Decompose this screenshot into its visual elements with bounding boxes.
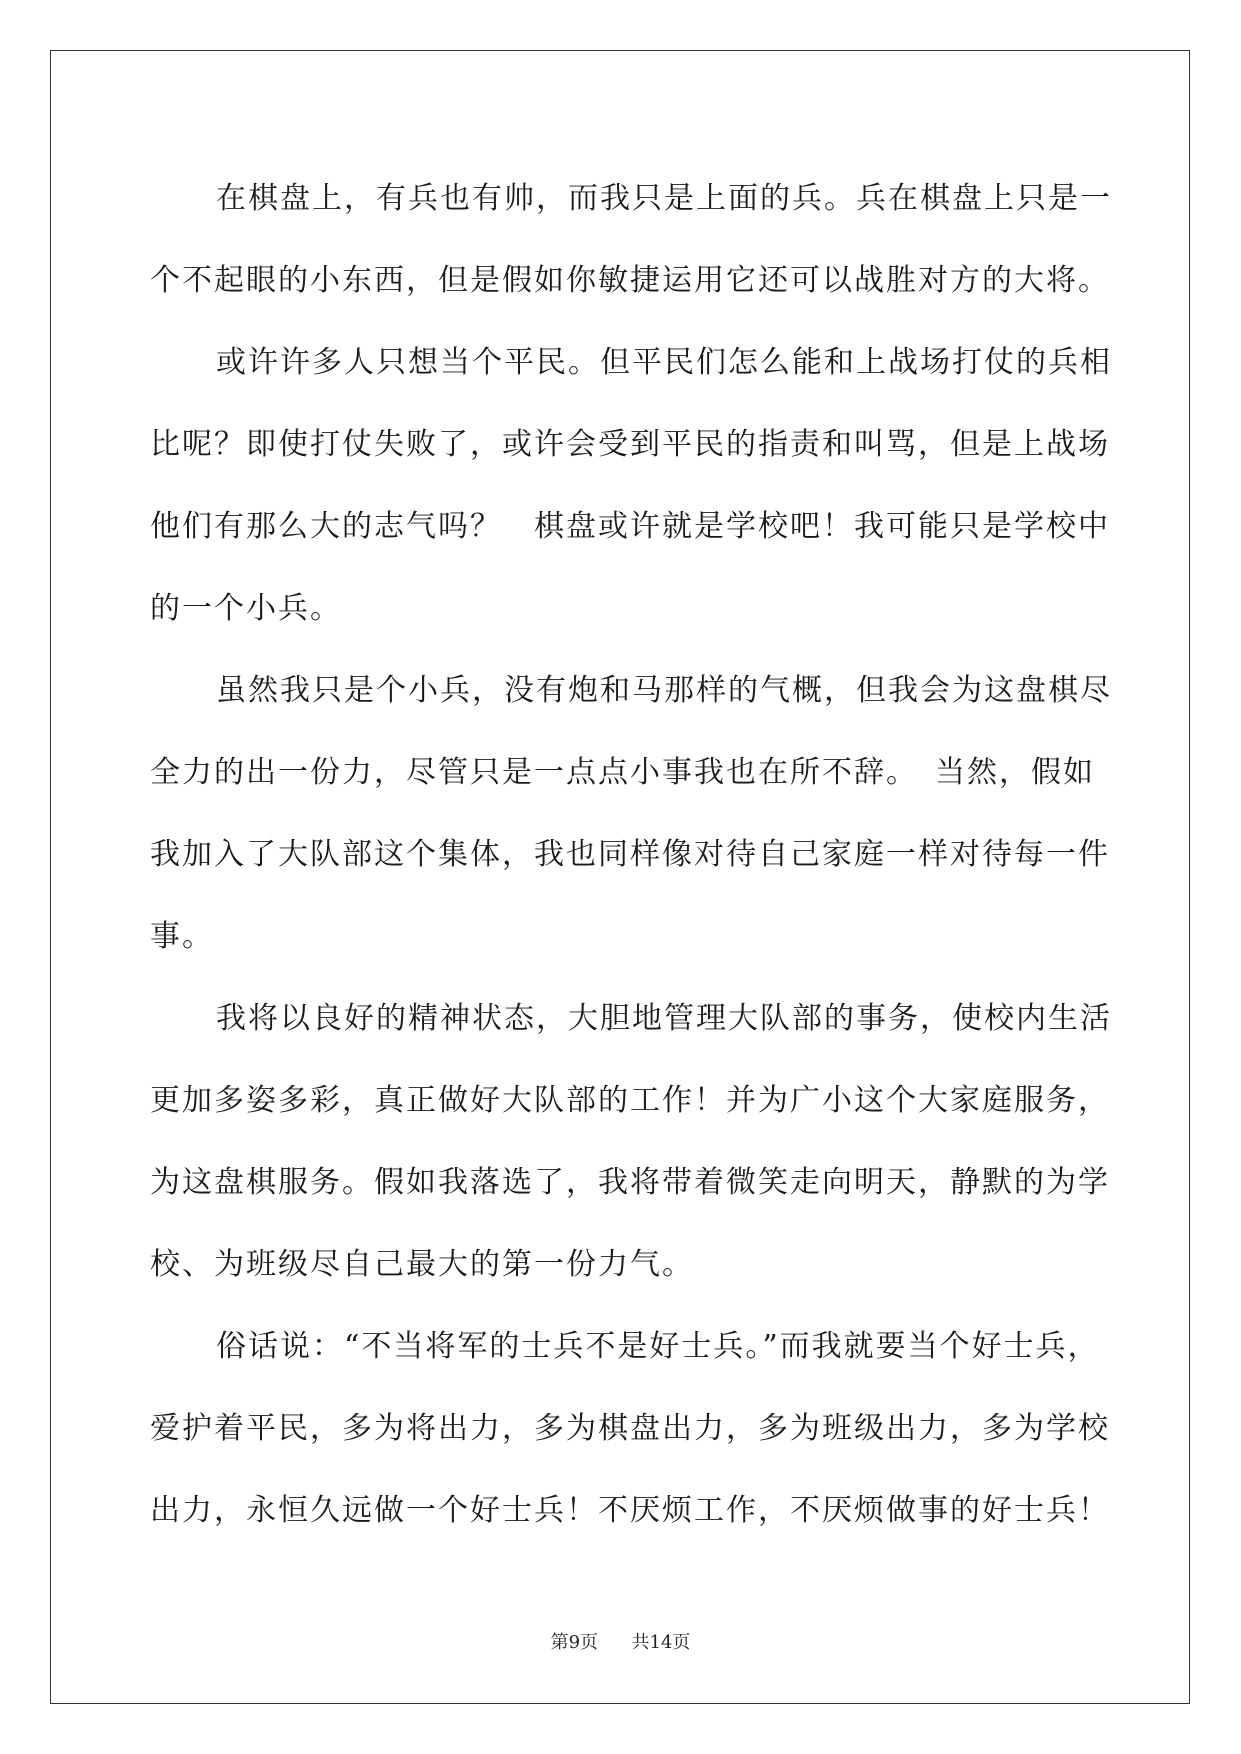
paragraph-4-line-1: 我将以良好的精神状态，大胆地管理大队部的事务，使校内生活 — [216, 1001, 1112, 1036]
paragraph-3-line-2: 全力的出一份力，尽管只是一点点小事我也在所不辞。 当然，假如 — [150, 755, 1095, 790]
page-number: 第9页 — [550, 1632, 599, 1653]
total-pages: 共14页 — [631, 1632, 691, 1653]
paragraph-3-line-4: 事。 — [150, 919, 214, 954]
paragraph-2-line-4: 的一个小兵。 — [150, 591, 342, 626]
paragraph-1-line-1: 在棋盘上，有兵也有帅，而我只是上面的兵。兵在棋盘上只是一 — [216, 181, 1112, 216]
paragraph-5-line-3: 出力，永恒久远做一个好士兵！不厌烦工作，不厌烦做事的好士兵！ — [150, 1493, 1110, 1528]
paragraph-3-line-1: 虽然我只是个小兵，没有炮和马那样的气概，但我会为这盘棋尽 — [216, 673, 1112, 708]
paragraph-4-line-2: 更加多姿多彩，真正做好大队部的工作！并为广小这个大家庭服务， — [150, 1083, 1110, 1118]
page-footer — [0, 1628, 1241, 1654]
paragraph-3-line-3: 我加入了大队部这个集体，我也同样像对待自己家庭一样对待每一件 — [150, 837, 1110, 872]
paragraph-5-line-1: 俗话说：“不当将军的士兵不是好士兵。”而我就要当个好士兵， — [216, 1329, 1100, 1364]
paragraph-1-line-2: 个不起眼的小东西，但是假如你敏捷运用它还可以战胜对方的大将。 — [150, 263, 1110, 298]
paragraph-4-line-4: 校、为班级尽自己最大的第一份力气。 — [150, 1247, 694, 1282]
document-body — [150, 158, 1112, 1552]
paragraph-5-line-2: 爱护着平民，多为将出力，多为棋盘出力，多为班级出力，多为学校 — [150, 1411, 1110, 1446]
paragraph-2-line-2: 比呢？即使打仗失败了，或许会受到平民的指责和叫骂，但是上战场 — [150, 427, 1110, 462]
paragraph-2-line-1: 或许许多人只想当个平民。但平民们怎么能和上战场打仗的兵相 — [216, 345, 1112, 380]
paragraph-4-line-3: 为这盘棋服务。假如我落选了，我将带着微笑走向明天，静默的为学 — [150, 1165, 1110, 1200]
paragraph-2-line-3: 他们有那么大的志气吗？ 棋盘或许就是学校吧！我可能只是学校中 — [150, 509, 1110, 544]
